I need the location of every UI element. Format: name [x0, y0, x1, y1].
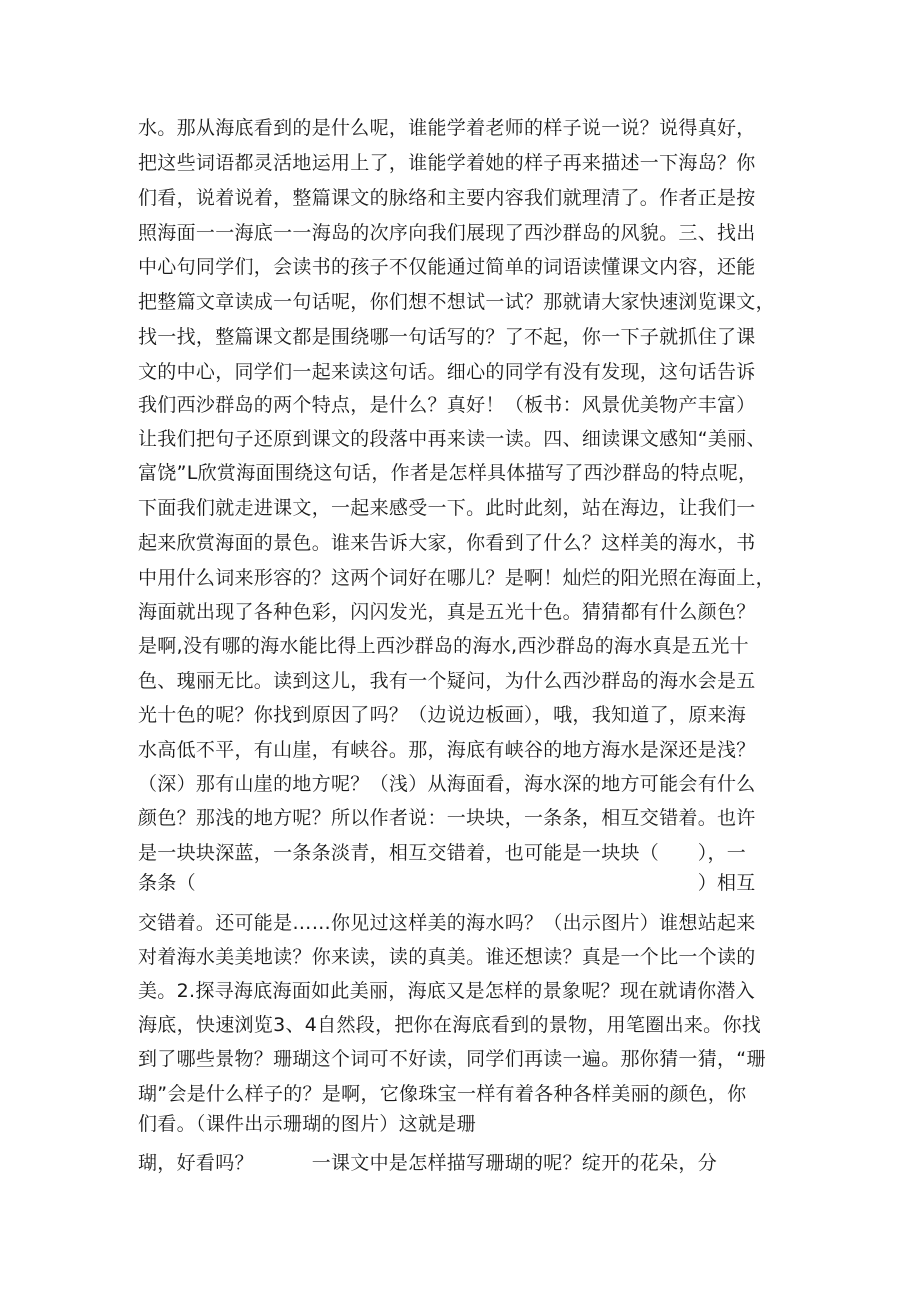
text-line: 光十色的呢？你找到原因了吗？（边说边板画），哦，我知道了，原来海	[138, 704, 747, 726]
text-line: 是一块块深蓝，一条条淡青，相互交错着，也可能是一块块（ ），一	[138, 842, 747, 864]
text-line: 色、瑰丽无比。读到这儿，我有一个疑问，为什么西沙群岛的海水会是五	[138, 670, 756, 692]
text-line: 瑚，好看吗？ 一课文中是怎样描写珊瑚的呢？绽开的花朵，分	[138, 1152, 718, 1174]
text-line: 交错着。还可能是……你见过这样美的海水吗？（出示图片）谁想站起来	[138, 912, 756, 934]
text-line: 我们西沙群岛的两个特点，是什么？真好！（板书：风景优美物产丰富）	[138, 394, 756, 416]
text-line: 找一找，整篇课文都是围绕哪一句话写的？了不起，你一下子就抓住了课	[138, 326, 756, 348]
text-line: 下面我们就走进课文，一起来感受一下。此时此刻，站在海边，让我们一	[138, 497, 756, 519]
text-line: 照海面一一海底一一海岛的次序向我们展现了西沙群岛的风貌。三、找出	[138, 222, 756, 244]
text-line: 把这些词语都灵活地运用上了，谁能学着她的样子再来描述一下海岛？你	[138, 152, 756, 174]
text-line: 颜色？那浅的地方呢？所以作者说：一块块，一条条，相互交错着。也许	[138, 807, 756, 829]
text-line: 是啊,没有哪的海水能比得上西沙群岛的海水,西沙群岛的海水真是五光十	[138, 635, 749, 657]
text-line: 海面就出现了各种色彩，闪闪发光，真是五光十色。猜猜都有什么颜色？	[138, 601, 756, 623]
text-line: 瑚”会是什么样子的？是啊，它像珠宝一样有着各种各样美丽的颜色，你	[138, 1083, 747, 1105]
text-line: 到了哪些景物？珊瑚这个词可不好读，同学们再读一遍。那你猜一猜，“珊	[138, 1048, 766, 1070]
text-line: 条条（ ）相互	[138, 872, 756, 894]
text-line: 们看，说着说着，整篇课文的脉络和主要内容我们就理清了。作者正是按	[138, 187, 756, 209]
text-line: 水高低不平，有山崖，有峡谷。那，海底有峡谷的地方海水是深还是浅？	[138, 739, 756, 761]
text-line: 水。那从海底看到的是什么呢，谁能学着老师的样子说一说？说得真好，	[138, 117, 756, 139]
text-line: 把整篇文章读成一句话呢，你们想不想试一试？那就请大家快速浏览课文，	[138, 291, 775, 313]
text-line: 对着海水美美地读？你来读，读的真美。谁还想读？真是一个比一个读的	[138, 946, 756, 968]
text-line: 起来欣赏海面的景色。谁来告诉大家，你看到了什么？这样美的海水，书	[138, 532, 756, 554]
text-line: （深）那有山崖的地方呢？（浅）从海面看，海水深的地方可能会有什么	[138, 773, 756, 795]
text-line: 中用什么词来形容的？这两个词好在哪儿？是啊！灿烂的阳光照在海面上，	[138, 567, 775, 589]
text-line: 海底，快速浏览3、4自然段，把你在海底看到的景物，用笔圈出来。你找	[138, 1014, 762, 1036]
text-line: 美。2.探寻海底海面如此美丽，海底又是怎样的景象呢？现在就请你潜入	[138, 980, 756, 1002]
text-line: 文的中心，同学们一起来读这句话。细心的同学有没有发现，这句话告诉	[138, 361, 756, 383]
text-line: 让我们把句子还原到课文的段落中再来读一读。四、细读课文感知“美丽、	[138, 428, 766, 450]
text-line: 们看。（课件出示珊瑚的图片）这就是珊	[138, 1113, 476, 1135]
text-line: 中心句同学们，会读书的孩子不仅能通过简单的词语读懂课文内容，还能	[138, 256, 756, 278]
text-line: 富饶”L欣赏海面围绕这句话，作者是怎样具体描写了西沙群岛的特点呢，	[138, 462, 758, 484]
